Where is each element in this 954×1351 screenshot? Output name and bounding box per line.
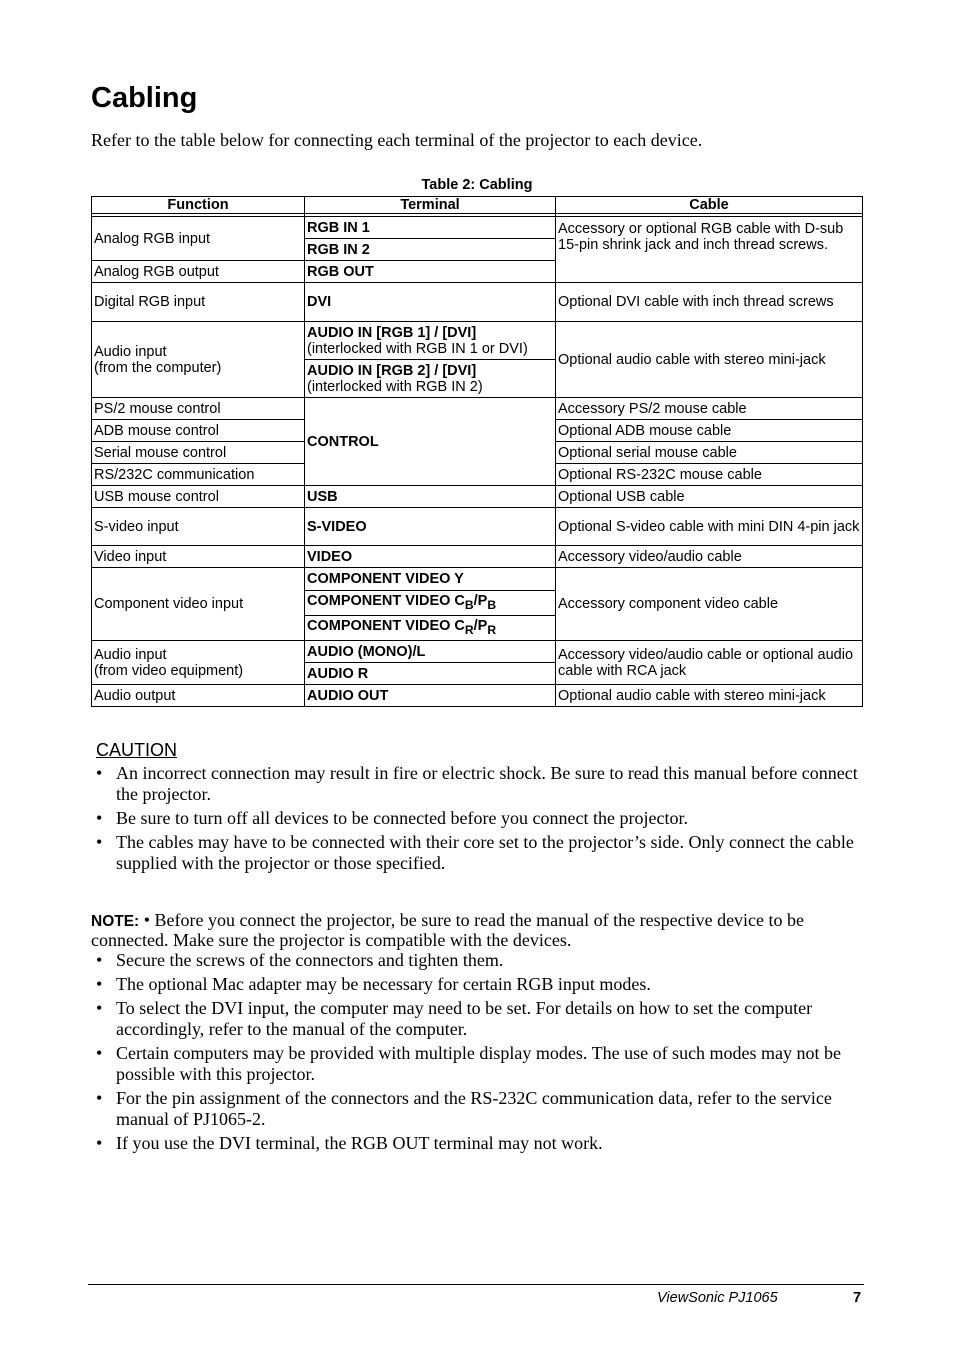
function-cell: RS/232C communication	[92, 464, 305, 486]
function-cell: Audio input (from video equipment)	[92, 641, 305, 685]
table-row	[92, 685, 863, 707]
function-cell: Audio input (from the computer)	[92, 322, 305, 398]
cable-cell: Accessory or optional RGB cable with D-sub 15-pin shrink jack and inch thread screws.	[556, 217, 863, 283]
footer-product: ViewSonic PJ1065	[657, 1290, 778, 1306]
table-row	[92, 398, 863, 420]
cabling-table	[91, 196, 863, 707]
terminal-cell: AUDIO OUT	[305, 685, 556, 707]
intro-text: Refer to the table below for connecting each terminal of the projector to each device.	[91, 130, 703, 150]
table-row	[92, 283, 863, 322]
table-row	[92, 546, 863, 568]
cable-cell: Optional ADB mouse cable	[556, 420, 863, 442]
list-item: • For the pin assignment of the connectors and the RS-232C communication data, refer to the service manual of PJ1065-2.	[96, 1088, 832, 1129]
list-item: • Certain computers may be provided with multiple display modes. The use of such modes may not be possible with this projector.	[96, 1043, 842, 1084]
function-cell: Analog RGB input	[92, 217, 305, 261]
function-cell: Audio output	[92, 685, 305, 707]
page-number: 7	[853, 1290, 862, 1306]
page-title: Cabling	[91, 82, 198, 114]
table-row	[92, 486, 863, 508]
list-item: • The optional Mac adapter may be necessary for certain RGB input modes.	[96, 974, 651, 994]
table-row	[92, 217, 863, 239]
terminal-cell: RGB IN 2	[305, 239, 556, 261]
list-item: • An incorrect connection may result in fire or electric shock. Be sure to read this manual before connect the projector.	[96, 763, 858, 804]
note-label: NOTE:	[91, 913, 140, 930]
function-cell: Analog RGB output	[92, 261, 305, 283]
terminal-cell: RGB OUT	[305, 261, 556, 283]
header-terminal: Terminal	[305, 197, 556, 214]
note-paragraph: NOTE: • Before you connect the projector, be sure to read the manual of the respective device to be connected. Make sure the projector is compatible with the devices.	[91, 910, 805, 950]
terminal-cell: USB	[305, 486, 556, 508]
table-caption: Table 2: Cabling	[421, 177, 533, 193]
list-item: • Be sure to turn off all devices to be connected before you connect the projector.	[96, 808, 688, 828]
function-cell: ADB mouse control	[92, 420, 305, 442]
table-row	[92, 641, 863, 663]
terminal-cell: S-VIDEO	[305, 508, 556, 546]
header-cable: Cable	[556, 197, 863, 214]
terminal-cell: RGB IN 1	[305, 217, 556, 239]
list-item: • The cables may have to be connected with their core set to the projector’s side. Only connect the cable supplied with the projector or those specified.	[96, 832, 854, 873]
function-cell: Serial mouse control	[92, 442, 305, 464]
caution-list	[91, 763, 863, 877]
function-cell: Video input	[92, 546, 305, 568]
cable-cell: Optional DVI cable with inch thread screws	[556, 283, 863, 322]
footer-divider	[88, 1284, 864, 1285]
terminal-cell: AUDIO IN [RGB 1] / [DVI] (interlocked with RGB IN 1 or DVI)	[305, 322, 556, 360]
cable-cell: Optional audio cable with stereo mini-jack	[556, 685, 863, 707]
note-list	[91, 950, 863, 1157]
terminal-cell: AUDIO IN [RGB 2] / [DVI] (interlocked with RGB IN 2)	[305, 360, 556, 398]
table-row	[92, 508, 863, 546]
list-item: • To select the DVI input, the computer may need to be set. For details on how to set the computer accordingly, refer to the manual of the computer.	[96, 998, 813, 1039]
function-cell: Digital RGB input	[92, 283, 305, 322]
table-header-row	[92, 197, 863, 214]
list-item: • If you use the DVI terminal, the RGB OUT terminal may not work.	[96, 1133, 603, 1153]
cable-cell: Accessory component video cable	[556, 568, 863, 641]
cable-cell: Optional serial mouse cable	[556, 442, 863, 464]
table-row	[92, 568, 863, 591]
function-cell: S-video input	[92, 508, 305, 546]
header-function: Function	[92, 197, 305, 214]
function-cell: PS/2 mouse control	[92, 398, 305, 420]
cable-cell: Optional USB cable	[556, 486, 863, 508]
cable-cell: Optional S-video cable with mini DIN 4-pin jack	[556, 508, 863, 546]
terminal-cell: VIDEO	[305, 546, 556, 568]
cable-cell: Accessory video/audio cable or optional audio cable with RCA jack	[556, 641, 863, 685]
cable-cell: Optional audio cable with stereo mini-jack	[556, 322, 863, 398]
cable-cell: Accessory PS/2 mouse cable	[556, 398, 863, 420]
terminal-cell: COMPONENT VIDEO $C_B/P_B$	[305, 591, 556, 616]
terminal-cell: COMPONENT VIDEO $C_R/P_R$	[305, 616, 556, 641]
caution-heading: CAUTION	[96, 740, 177, 760]
table-row	[92, 322, 863, 360]
cable-cell: Accessory video/audio cable	[556, 546, 863, 568]
terminal-cell: CONTROL	[305, 398, 556, 486]
cable-cell: Optional RS-232C mouse cable	[556, 464, 863, 486]
list-item: • Secure the screws of the connectors and tighten them.	[96, 950, 504, 970]
terminal-cell: AUDIO (MONO)/L	[305, 641, 556, 663]
function-cell: Component video input	[92, 568, 305, 641]
terminal-cell: AUDIO R	[305, 663, 556, 685]
function-cell: USB mouse control	[92, 486, 305, 508]
terminal-cell: COMPONENT VIDEO Y	[305, 568, 556, 591]
terminal-cell: DVI	[305, 283, 556, 322]
